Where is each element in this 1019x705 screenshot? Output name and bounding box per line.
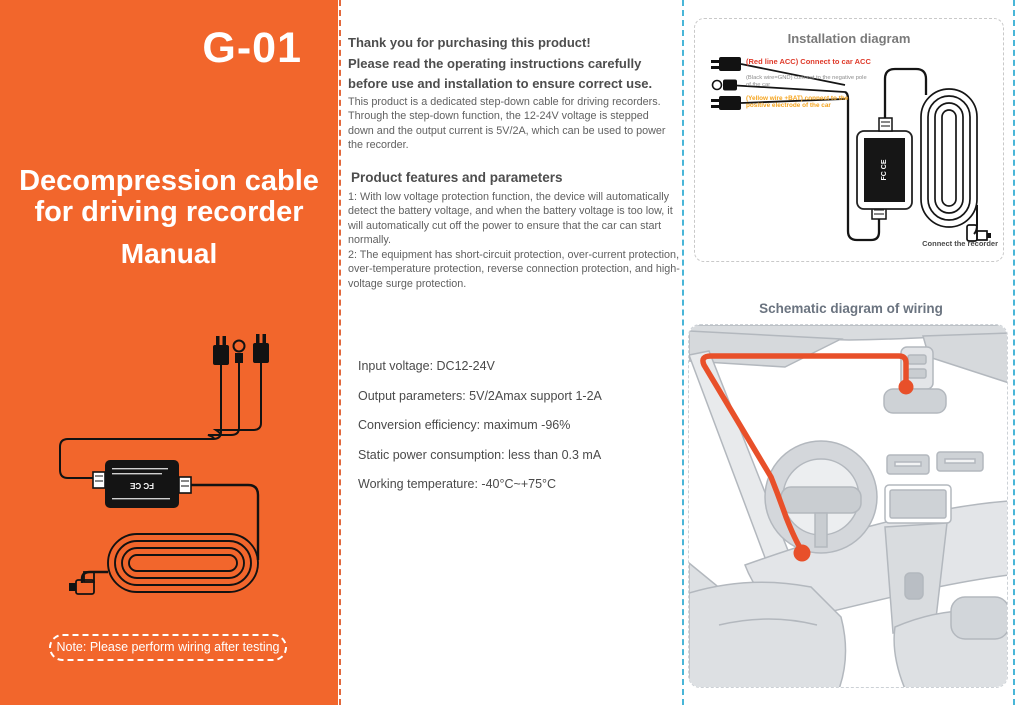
- intro-line1: Thank you for purchasing this product!: [348, 35, 591, 50]
- fold-line-cyan: [1013, 0, 1015, 705]
- label-black-gnd: (Black wire=GND) connect to the negative pole of the car: [746, 75, 867, 88]
- cable-coil: [108, 534, 258, 592]
- spec-list: [358, 352, 678, 500]
- intro-line3: before use and installation to ensure correct use.: [348, 76, 653, 91]
- label-yellow-bat: (Yellow wire +BAT) connect to the positive electrode of the car: [746, 95, 849, 110]
- wiring-schematic-box: [688, 324, 1008, 688]
- rearview-mirror: [884, 389, 946, 413]
- schematic-title: Schematic diagram of wiring: [759, 301, 943, 316]
- intro-line2: Please read the operating instructions carefully: [348, 55, 642, 71]
- product-title: [0, 166, 338, 228]
- label-red-acc: (Red line ACC) Connect to car ACC: [746, 57, 871, 66]
- car-interior-illustration: [689, 325, 1008, 688]
- fuse-tap-connector: [711, 96, 741, 110]
- spec-conversion-efficiency: Conversion efficiency: maximum -96%: [358, 418, 571, 433]
- manual-subtitle: Manual: [120, 238, 218, 269]
- spec-input-voltage: Input voltage: DC12-24V: [358, 359, 495, 373]
- testing-note: Note: Please perform wiring after testing: [49, 634, 287, 661]
- steering-wheel: [765, 441, 877, 553]
- installation-title: Installation diagram: [787, 31, 911, 46]
- instructions-panel: [340, 0, 683, 705]
- device-marks: FC CE: [130, 481, 154, 490]
- features-title: Product features and parameters: [351, 170, 563, 185]
- cable-coil: [921, 89, 977, 227]
- cover-panel: [0, 0, 338, 705]
- installation-wiring-illustration: [695, 19, 1005, 263]
- feature-paragraph-1: 1: With low voltage protection function, the device will automatically detect the battery voltage, and when the battery voltage is too low, it will automatically cut off the power to ensure that the car can start normally.: [348, 191, 673, 246]
- fuse-tap-connector: [253, 334, 269, 363]
- installation-diagram-box: [694, 18, 1004, 262]
- converter-box: [105, 460, 179, 508]
- intro-paragraph: This product is a dedicated step-down cable for driving recorders. Through the step-down function, the 12-24V voltage is stepped down and the output current is 5V/2A, which can be used to power the recorder.: [348, 96, 666, 151]
- spec-output-parameters: Output parameters: 5V/2Amax support 1-2A: [358, 388, 602, 403]
- ring-terminal: [713, 80, 738, 91]
- model-number: G-01: [202, 24, 302, 72]
- product-title-line2: for driving recorder: [34, 196, 304, 228]
- device-marks: FC CE: [881, 159, 888, 181]
- feature-paragraph-2: 2: The equipment has short-circuit protection, over-current protection, over-temperature protection, reverse connection protection, and high-voltage surge protection.: [348, 249, 680, 290]
- spec-static-power: Static power consumption: less than 0.3 mA: [358, 447, 602, 462]
- intro-heading: [348, 33, 678, 95]
- label-connect-recorder: Connect the recorder: [922, 239, 998, 248]
- ring-terminal: [234, 341, 245, 364]
- cable-kit-illustration: [32, 332, 312, 624]
- fuse-tap-connector: [213, 336, 229, 365]
- route-start-dot: [899, 380, 914, 395]
- route-end-dot: [794, 545, 811, 562]
- product-title-line1: Decompression cable: [19, 165, 319, 197]
- converter-box: [857, 131, 912, 209]
- fuse-tap-connector: [711, 57, 741, 71]
- spec-working-temperature: Working temperature: -40°C~+75°C: [358, 477, 557, 492]
